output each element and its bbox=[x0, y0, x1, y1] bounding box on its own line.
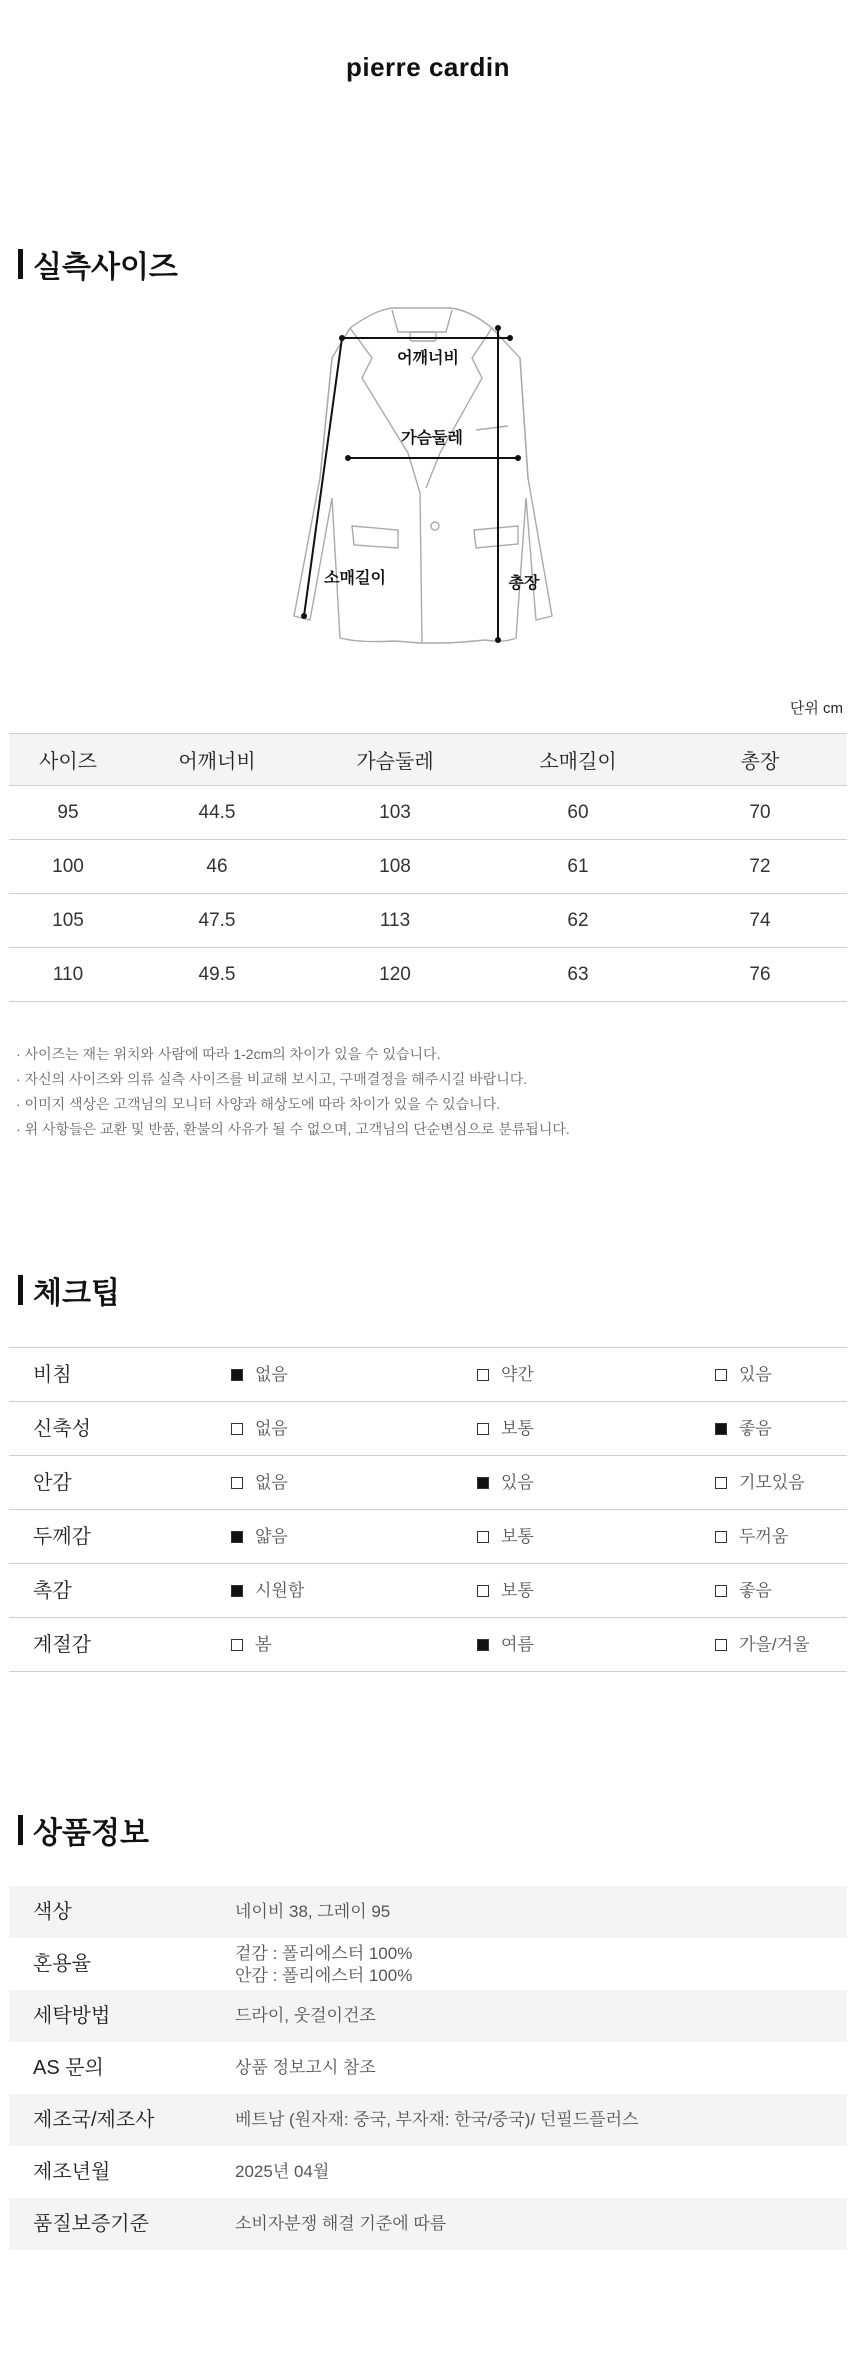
brand-logo: pierre cardin bbox=[345, 52, 510, 82]
cell: 70 bbox=[673, 786, 847, 840]
checked-box-icon bbox=[715, 1423, 727, 1435]
check-option: 있음 bbox=[477, 1456, 534, 1510]
check-row bbox=[9, 1564, 847, 1618]
col-length: 총장 bbox=[673, 734, 847, 786]
col-chest: 가슴둘레 bbox=[307, 734, 483, 786]
label-sleeve: 소매길이 bbox=[324, 570, 386, 587]
info-value: 겉감 : 폴리에스터 100% 안감 : 폴리에스터 100% bbox=[235, 1944, 413, 1985]
info-row-as bbox=[9, 2042, 847, 2094]
cell: 108 bbox=[307, 840, 483, 894]
check-option: 얇음 bbox=[231, 1510, 288, 1564]
checked-box-icon bbox=[231, 1585, 243, 1597]
check-option: 약간 bbox=[477, 1348, 534, 1402]
check-option: 보통 bbox=[477, 1510, 534, 1564]
check-label: 안감 bbox=[33, 1472, 72, 1494]
cell: 76 bbox=[673, 948, 847, 1002]
unchecked-box-icon bbox=[477, 1369, 489, 1381]
check-option: 여름 bbox=[477, 1618, 534, 1672]
info-key: 제조국/제조사 bbox=[33, 2109, 155, 2131]
info-section-title: 상품정보 bbox=[18, 1813, 149, 1847]
info-key: AS 문의 bbox=[33, 2057, 104, 2079]
check-row bbox=[9, 1456, 847, 1510]
check-option: 두꺼움 bbox=[715, 1510, 788, 1564]
check-option: 없음 bbox=[231, 1348, 288, 1402]
check-row bbox=[9, 1618, 847, 1672]
unchecked-box-icon bbox=[715, 1477, 727, 1489]
check-option: 없음 bbox=[231, 1456, 288, 1510]
note-item: · 자신의 사이즈와 의류 실측 사이즈를 비교해 보시고, 구매결정을 해주시길 바랍니다. bbox=[16, 1067, 570, 1092]
check-label: 계절감 bbox=[33, 1634, 91, 1656]
info-row-material bbox=[9, 1938, 847, 1990]
check-option: 기모있음 bbox=[715, 1456, 805, 1510]
info-value: 드라이, 웃걸이건조 bbox=[235, 2006, 376, 2025]
note-item: · 이미지 색상은 고객님의 모니터 사양과 해상도에 따라 차이가 있을 수 있습니다. bbox=[16, 1092, 570, 1117]
info-value: 네이비 38, 그레이 95 bbox=[235, 1902, 391, 1921]
size-notes bbox=[16, 1042, 570, 1142]
table-row bbox=[9, 894, 847, 948]
info-key: 품질보증기준 bbox=[33, 2213, 149, 2235]
title-bar bbox=[18, 1815, 23, 1845]
check-option: 보통 bbox=[477, 1564, 534, 1618]
check-label: 두께감 bbox=[33, 1526, 91, 1548]
info-key: 색상 bbox=[33, 1901, 72, 1923]
check-option: 좋음 bbox=[715, 1402, 772, 1456]
cell: 120 bbox=[307, 948, 483, 1002]
checked-box-icon bbox=[477, 1477, 489, 1489]
cell: 61 bbox=[483, 840, 673, 894]
cell: 49.5 bbox=[127, 948, 307, 1002]
checked-box-icon bbox=[477, 1639, 489, 1651]
check-option: 가을/겨울 bbox=[715, 1618, 809, 1672]
unchecked-box-icon bbox=[715, 1369, 727, 1381]
check-label: 신축성 bbox=[33, 1418, 91, 1440]
unchecked-box-icon bbox=[231, 1639, 243, 1651]
check-label: 비침 bbox=[33, 1364, 72, 1386]
jacket-diagram bbox=[280, 298, 600, 648]
note-item: · 위 사항들은 교환 및 반품, 환불의 사유가 될 수 없으며, 고객님의 단순변심으로 분류됩니다. bbox=[16, 1117, 570, 1142]
unchecked-box-icon bbox=[477, 1423, 489, 1435]
table-row bbox=[9, 786, 847, 840]
title-bar bbox=[18, 1275, 23, 1305]
info-row-washing bbox=[9, 1990, 847, 2042]
check-row bbox=[9, 1510, 847, 1564]
label-shoulder: 어깨너비 bbox=[397, 350, 459, 367]
label-length: 총장 bbox=[508, 575, 540, 592]
size-table-header bbox=[9, 734, 847, 786]
unchecked-box-icon bbox=[715, 1639, 727, 1651]
unchecked-box-icon bbox=[477, 1531, 489, 1543]
cell: 74 bbox=[673, 894, 847, 948]
check-option: 없음 bbox=[231, 1402, 288, 1456]
cell: 113 bbox=[307, 894, 483, 948]
info-key: 혼용율 bbox=[33, 1953, 91, 1975]
info-value: 베트남 (원자재: 중국, 부자재: 한국/중국)/ 던필드플러스 bbox=[235, 2110, 639, 2129]
note-item: · 사이즈는 재는 위치와 사람에 따라 1-2cm의 차이가 있을 수 있습니다. bbox=[16, 1042, 570, 1067]
check-option: 좋음 bbox=[715, 1564, 772, 1618]
cell: 100 bbox=[9, 840, 127, 894]
col-sleeve: 소매길이 bbox=[483, 734, 673, 786]
size-section-title: 실측사이즈 bbox=[18, 247, 178, 281]
cell: 72 bbox=[673, 840, 847, 894]
check-label: 촉감 bbox=[33, 1580, 72, 1602]
unchecked-box-icon bbox=[715, 1531, 727, 1543]
check-option: 시원함 bbox=[231, 1564, 304, 1618]
check-row bbox=[9, 1348, 847, 1402]
check-option: 있음 bbox=[715, 1348, 772, 1402]
info-row-date bbox=[9, 2146, 847, 2198]
cell: 44.5 bbox=[127, 786, 307, 840]
check-tips-list bbox=[9, 1347, 847, 1672]
unchecked-box-icon bbox=[231, 1423, 243, 1435]
cell: 110 bbox=[9, 948, 127, 1002]
info-value: 상품 정보고시 참조 bbox=[235, 2058, 376, 2077]
table-row bbox=[9, 948, 847, 1002]
cell: 47.5 bbox=[127, 894, 307, 948]
unchecked-box-icon bbox=[231, 1477, 243, 1489]
info-row-warranty bbox=[9, 2198, 847, 2250]
info-key: 제조년월 bbox=[33, 2161, 111, 2183]
size-table bbox=[9, 733, 847, 1002]
cell: 105 bbox=[9, 894, 127, 948]
info-value: 2025년 04월 bbox=[235, 2162, 330, 2181]
cell: 63 bbox=[483, 948, 673, 1002]
checked-box-icon bbox=[231, 1531, 243, 1543]
col-size: 사이즈 bbox=[9, 734, 127, 786]
cell: 103 bbox=[307, 786, 483, 840]
check-row bbox=[9, 1402, 847, 1456]
check-option: 봄 bbox=[231, 1618, 271, 1672]
cell: 46 bbox=[127, 840, 307, 894]
cell: 62 bbox=[483, 894, 673, 948]
label-chest: 가슴둘레 bbox=[401, 430, 463, 447]
product-info-table bbox=[9, 1886, 847, 2250]
info-row-origin bbox=[9, 2094, 847, 2146]
unit-label: 단위 cm bbox=[789, 700, 843, 717]
unchecked-box-icon bbox=[477, 1585, 489, 1597]
check-option: 보통 bbox=[477, 1402, 534, 1456]
col-shoulder: 어깨너비 bbox=[127, 734, 307, 786]
info-row-color bbox=[9, 1886, 847, 1938]
info-key: 세탁방법 bbox=[33, 2005, 111, 2027]
title-bar bbox=[18, 249, 23, 279]
cell: 60 bbox=[483, 786, 673, 840]
checked-box-icon bbox=[231, 1369, 243, 1381]
table-row bbox=[9, 840, 847, 894]
cell: 95 bbox=[9, 786, 127, 840]
check-section-title: 체크팁 bbox=[18, 1273, 120, 1307]
unchecked-box-icon bbox=[715, 1585, 727, 1597]
info-value: 소비자분쟁 해결 기준에 따름 bbox=[235, 2214, 447, 2233]
